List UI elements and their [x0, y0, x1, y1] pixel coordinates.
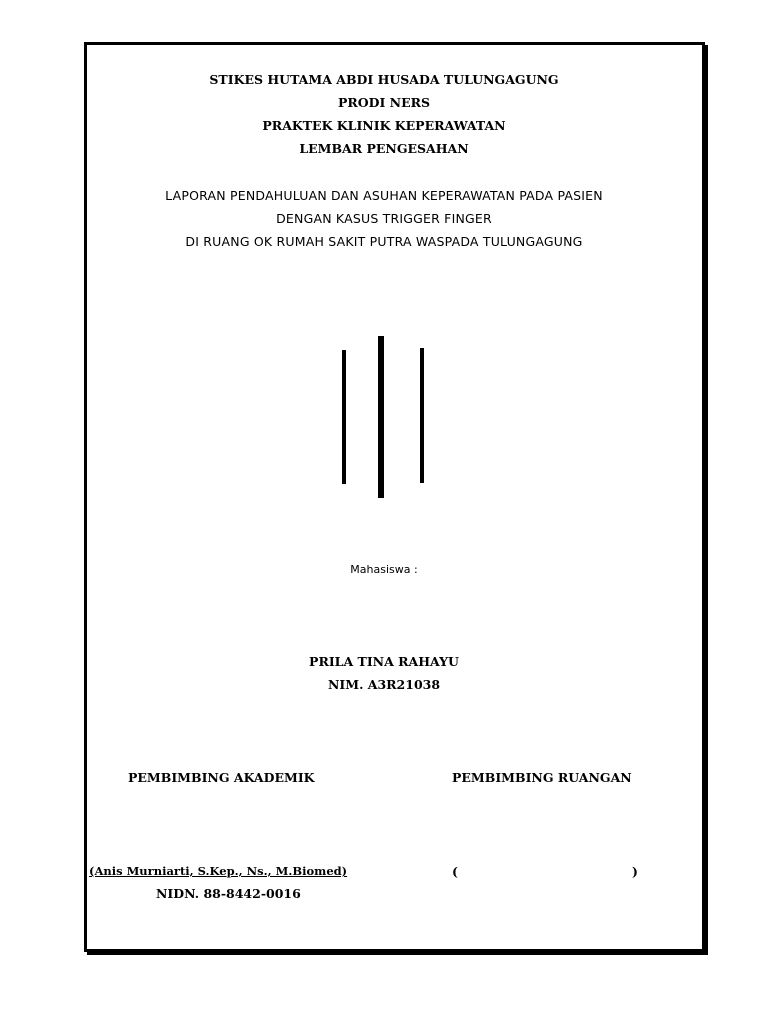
ward-supervisor-close-paren: ) [632, 864, 638, 879]
academic-supervisor-label: PEMBIMBING AKADEMIK [128, 770, 315, 785]
page-border [84, 42, 705, 952]
course-title: PRAKTEK KLINIK KEPERAWATAN [262, 118, 506, 133]
ward-supervisor-open-paren: ( [452, 864, 458, 879]
student-nim: NIM. A3R21038 [327, 677, 441, 692]
report-title-line2: DENGAN KASUS TRIGGER FINGER [276, 211, 492, 226]
ward-supervisor-label: PEMBIMBING RUANGAN [452, 770, 632, 785]
program-title: PRODI NERS [337, 95, 431, 110]
logo-bar-left [342, 350, 346, 484]
institution-title: STIKES HUTAMA ABDI HUSADA TULUNGAGUNG [209, 72, 559, 87]
report-title-line3: DI RUANG OK RUMAH SAKIT PUTRA WASPADA TULUNGAGUNG [185, 234, 583, 249]
academic-supervisor-nidn: NIDN. 88-8442-0016 [156, 886, 301, 901]
sheet-title: LEMBAR PENGESAHAN [299, 141, 469, 156]
student-name: PRILA TINA RAHAYU [309, 654, 459, 669]
report-title-line1: LAPORAN PENDAHULUAN DAN ASUHAN KEPERAWATAN PADA PASIEN [165, 188, 603, 203]
student-label: Mahasiswa : [350, 563, 418, 576]
logo-bar-center [378, 336, 384, 498]
academic-supervisor-name: (Anis Murniarti, S.Kep., Ns., M.Biomed) [89, 864, 348, 878]
logo-bar-right [420, 348, 424, 483]
